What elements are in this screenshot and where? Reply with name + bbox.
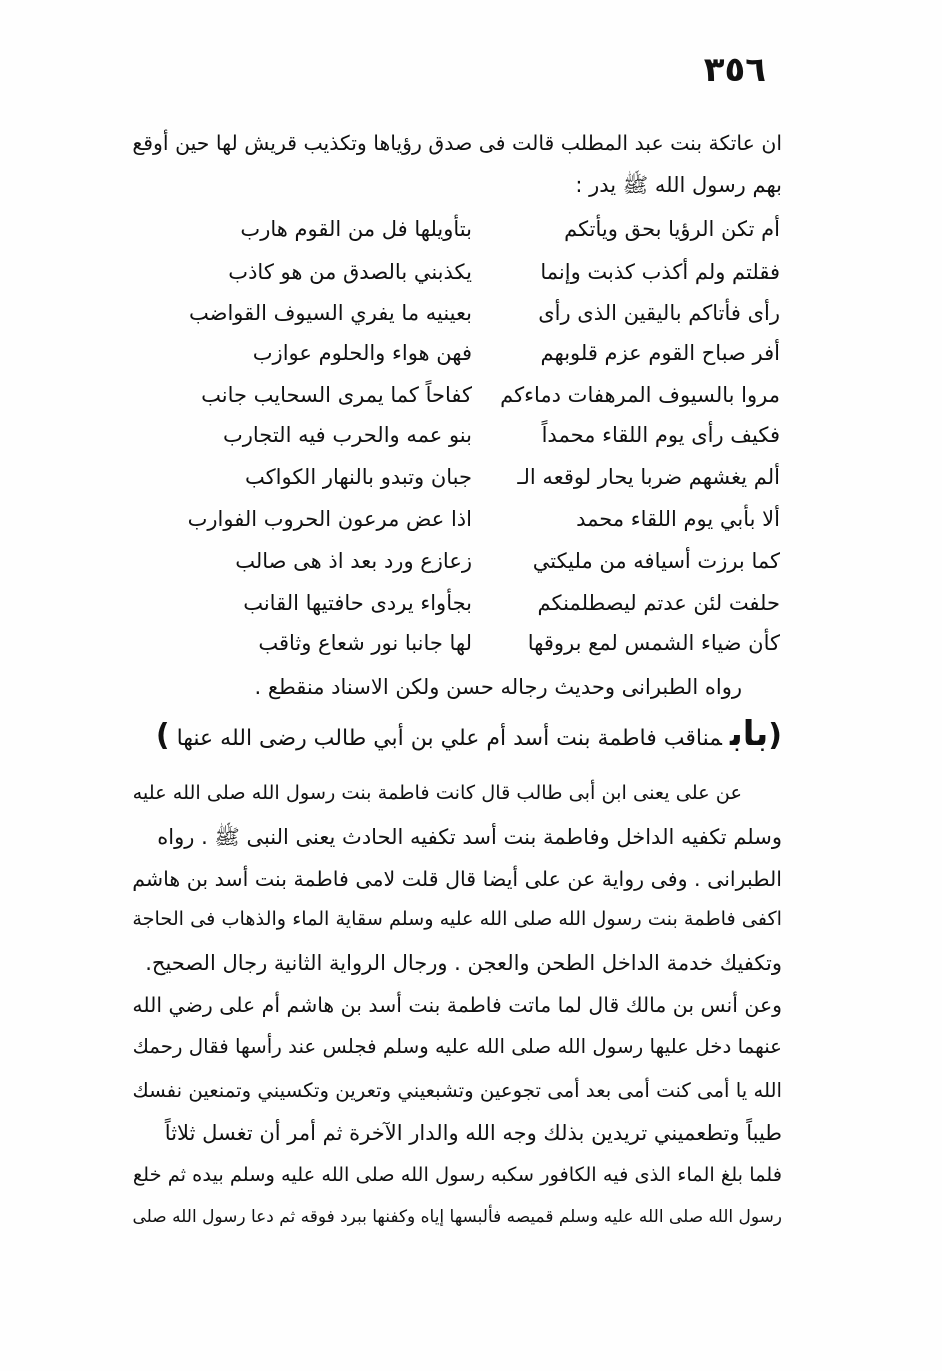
verse-right-hemistich: فكيف رأى يوم اللقاء محمداً [541, 423, 780, 447]
verse-left-hemistich: بجأواء يردى حافتيها القانب [243, 591, 472, 615]
body-line: وتكفيك خدمة الداخل الطحن والعجن . ورجال الرواية الثانية رجال الصحيح. [145, 951, 782, 975]
heading-title: مناقب فاطمة بنت أسد أم علي بن أبي طالب رضى الله عنها [176, 726, 722, 751]
verse-right-hemistich: أم تكن الرؤيا بحق ويأتكم [564, 217, 780, 241]
verse-right-hemistich: كأن ضياء الشمس لمع بروقها [527, 631, 780, 655]
verse-right-hemistich: رأى فأتاكم باليقين الذى رأى [538, 301, 780, 325]
verse-left-hemistich: اذا عض مرعون الحروب الفوارب [187, 507, 472, 531]
heading-close-paren: ) [155, 718, 170, 753]
body-line: عن على يعنى ابن أبى طالب قال كانت فاطمة بنت رسول الله صلى الله عليه [132, 781, 742, 804]
verse-right-hemistich: مروا بالسيوف المرهفات دماءكم [500, 383, 780, 407]
body-line: اكفى فاطمة بنت رسول الله صلى الله عليه وسلم سقاية الماء والذهاب فى الحاجة [132, 907, 782, 930]
verse-left-hemistich: يكذبني بالصدق من هو كاذب [228, 260, 472, 284]
body-line: وعن أنس بن مالك قال لما ماتت فاطمة بنت أسد بن هاشم أم على رضي الله [132, 993, 782, 1017]
verse-right-hemistich: أفر صباح القوم عزم قلوبهم [540, 341, 780, 365]
body-line: رسول الله صلى الله عليه وسلم قميصه فألبسها إياه وكفنها ببرد فوقه ثم دعا رسول الله صلى [132, 1207, 782, 1227]
verse-right-hemistich: فقلتم ولم أكذب كذبت وإنما [540, 260, 780, 284]
body-line: فلما بلغ الماء الذى فيه الكافور سكبه رسول الله صلى الله عليه وسلم بيده ثم خلع [132, 1163, 782, 1186]
chapter-heading [132, 714, 782, 759]
intro-line: بهم رسول الله ﷺ يدر : [575, 173, 782, 197]
body-line: وسلم تكفيه الداخل وفاطمة بنت أسد تكفيه الحادث يعنى النبى ﷺ . رواه [157, 825, 782, 849]
verse-left-hemistich: جبان وتبدو بالنهار الكواكب [245, 465, 472, 489]
verse-left-hemistich: كفاحاً كما يمرى السحايب جانب [201, 383, 472, 407]
heading-bab: باب [729, 714, 769, 754]
body-line: الله يا أمى كنت أمى بعد أمى تجوعين وتشبعيني وتعرين وتكسيني وتمنعين نفسك [132, 1079, 782, 1102]
page-number: ٣٥٦ [703, 50, 766, 90]
body-line: عنهما دخل عليها رسول الله صلى الله عليه وسلم فجلس عند رأسها فقال رحمك [132, 1035, 782, 1058]
verse-left-hemistich: لها جانبا نور شعاع وثاقب [258, 631, 472, 655]
verse-left-hemistich: بعينيه ما يفري السيوف القواضب [189, 301, 472, 325]
verse-right-hemistich: ألا بأبي يوم اللقاء محمد [576, 507, 780, 531]
verse-left-hemistich: زعازع ورد بعد اذ هى صالب [235, 549, 472, 573]
verse-left-hemistich: فهن هواء والحلوم عوازب [252, 341, 472, 365]
verse-left-hemistich: بتأويلها فل من القوم هارب [240, 217, 472, 241]
intro-line: ان عاتكة بنت عبد المطلب قالت فى صدق رؤياها وتكذيب قريش لها حين أوقع [132, 131, 782, 155]
verse-right-hemistich: كما برزت أسيافه من مليكتي [532, 549, 780, 573]
body-line: الطبرانى . وفى رواية عن على أيضا قال قلت لامى فاطمة بنت أسد بن هاشم [132, 867, 782, 891]
body-line: طيباً وتطعميني تريدين بذلك وجه الله والدار الآخرة ثم أمر أن تغسل ثلاثاً [164, 1121, 782, 1145]
heading-open-paren: ( [768, 718, 782, 753]
verse-right-hemistich: ألم يغشهم ضربا يحار لوقعه الـ [517, 465, 780, 489]
verse-source: رواه الطبرانى وحديث رجاله حسن ولكن الاسناد منقطع . [254, 675, 742, 699]
verse-left-hemistich: بنو عمه والحرب فيه التجارب [222, 423, 472, 447]
verse-right-hemistich: حلفت لئن عدتم ليصطلمنكم [537, 591, 780, 615]
